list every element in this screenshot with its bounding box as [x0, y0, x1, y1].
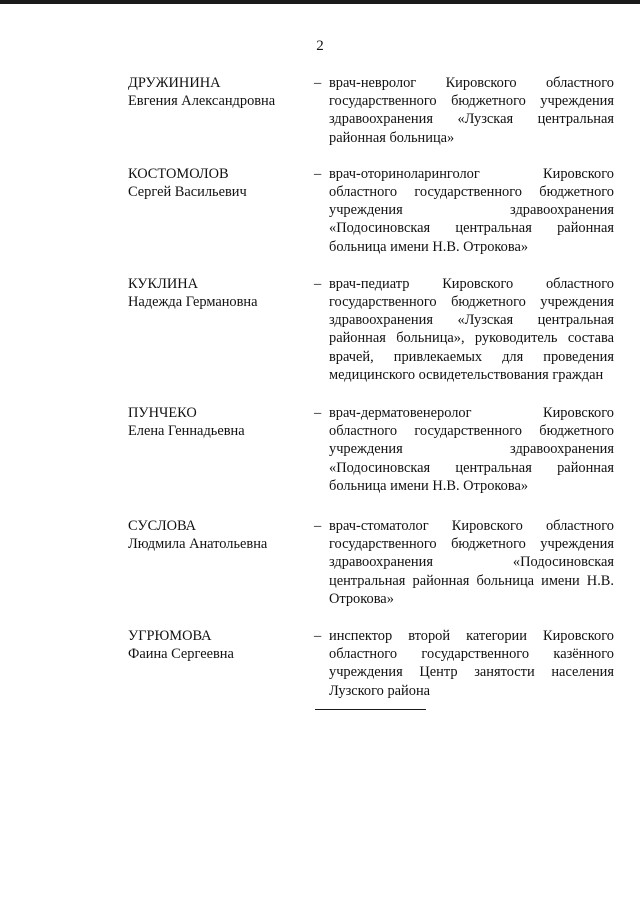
member-surname: СУСЛОВА: [128, 518, 197, 535]
top-border-rule: [0, 0, 640, 4]
member-given-name: Евгения Александровна: [128, 93, 276, 110]
member-entry: [128, 517, 614, 608]
end-of-list-rule: [315, 709, 426, 710]
member-given-name: Людмила Анатольевна: [128, 536, 268, 553]
dash-separator: –: [314, 275, 322, 292]
member-surname: КОСТОМОЛОВ: [128, 165, 229, 182]
member-entry: [128, 404, 614, 495]
member-position: врач-дерматовенеролог Кировского областного государственного бюджетного учреждения здравоохранения «Подосиновская центральная районная больница имени Н.В. Отрокова»: [329, 405, 614, 494]
member-given-name: Сергей Васильевич: [128, 184, 247, 201]
member-name: [128, 165, 314, 256]
dash-separator: –: [314, 165, 322, 182]
member-position: врач-педиатр Кировского областного государственного бюджетного учреждения здравоохранения «Лузская центральная районная больница», руководитель состава врачей, привлекаемых для проведения медицинского освидетельствования граждан: [329, 275, 614, 383]
dash-separator: –: [314, 75, 322, 91]
member-name: [128, 74, 314, 147]
member-list: [128, 74, 614, 700]
dash-separator: –: [314, 405, 322, 422]
member-position: врач-стоматолог Кировского областного государственного бюджетного учреждения здравоохранения «Подосиновская центральная районная больница имени Н.В. Отрокова»: [329, 518, 614, 607]
dash-separator: –: [314, 628, 322, 645]
member-entry: [128, 275, 614, 384]
member-given-name: Фаина Сергеевна: [128, 646, 234, 663]
dash-separator: –: [314, 518, 322, 535]
member-surname: ПУНЧЕКО: [128, 405, 197, 422]
member-given-name: Елена Геннадьевна: [128, 423, 245, 440]
page-number: 2: [316, 38, 324, 54]
member-given-name: Надежда Германовна: [128, 294, 258, 311]
member-name: [128, 404, 314, 495]
member-surname: ДРУЖИНИНА: [128, 75, 221, 91]
member-name: [128, 627, 314, 700]
member-surname: КУКЛИНА: [128, 275, 199, 292]
member-entry: [128, 627, 614, 700]
member-name: [128, 275, 314, 384]
member-entry: [128, 165, 614, 256]
member-name: [128, 517, 314, 608]
member-surname: УГРЮМОВА: [128, 628, 212, 645]
member-position: инспектор второй категории Кировского областного государственного казённого учреждения Центр занятости населения Лузского района: [329, 628, 614, 699]
member-position: врач-оториноларинголог Кировского областного государственного бюджетного учреждения здравоохранения «Подосиновская центральная районная больница имени Н.В. Отрокова»: [329, 165, 614, 255]
member-entry: [128, 74, 614, 147]
member-position: врач-невролог Кировского областного государственного бюджетного учреждения здравоохранения «Лузская центральная районная больница»: [329, 75, 614, 146]
